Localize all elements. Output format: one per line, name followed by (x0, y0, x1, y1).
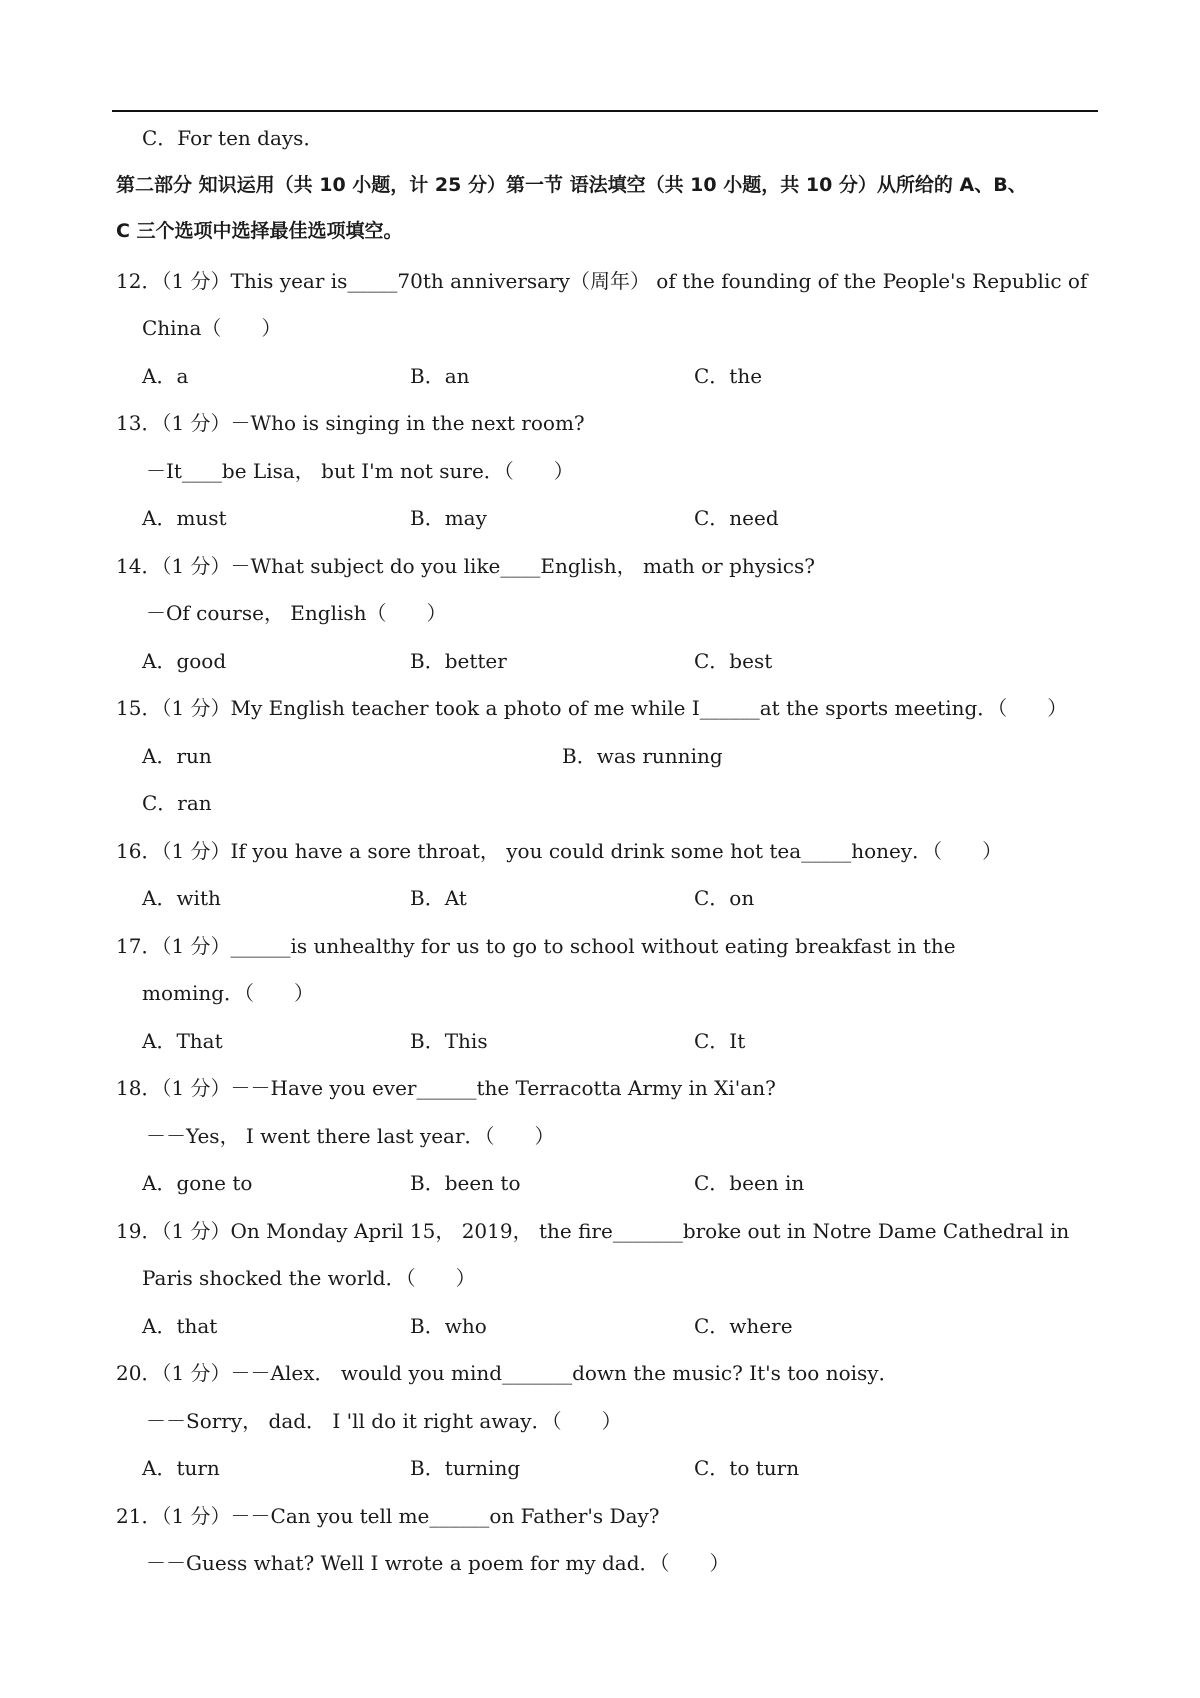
question-18-stem: 18．（1 分）－－Have you ever______the Terracotta Army in Xi'an? (116, 1076, 776, 1100)
question-12-stem: 12．（1 分）This year is_____70th anniversary（周年） of the founding of the People's Republic of (116, 269, 1088, 293)
question-12-option-b[interactable]: B．an (410, 364, 470, 388)
question-15-option-b[interactable]: B．was running (562, 744, 723, 768)
question-15-option-c[interactable]: C．ran (142, 791, 212, 815)
question-18-option-b[interactable]: B．been to (410, 1171, 521, 1195)
question-20-option-c[interactable]: C．to turn (694, 1456, 800, 1480)
question-21-stem-cont: －－Guess what? Well I wrote a poem for my dad．（ ） (146, 1551, 730, 1575)
question-13-option-b[interactable]: B．may (410, 506, 487, 530)
question-17-option-a[interactable]: A．That (142, 1029, 223, 1053)
question-14-stem: 14．（1 分）－What subject do you like____English， math or physics? (116, 554, 815, 578)
question-20-option-b[interactable]: B．turning (410, 1456, 521, 1480)
question-20-stem: 20．（1 分）－－Alex． would you mind_______down the music? It's too noisy． (116, 1361, 899, 1385)
question-12-option-a[interactable]: A．a (142, 364, 189, 388)
question-14-stem-cont: －Of course， English（ ） (146, 601, 447, 625)
section-heading-line-1: 第二部分 知识运用（共 10 小题，计 25 分）第一节 语法填空（共 10 小题，共 10 分）从所给的 A、B、 (116, 174, 1027, 196)
question-17-option-b[interactable]: B．This (410, 1029, 488, 1053)
question-18-stem-cont: －－Yes， I went there last year．（ ） (146, 1124, 555, 1148)
question-14-option-c[interactable]: C．best (694, 649, 773, 673)
question-13-stem-cont: －It____be Lisa， but I'm not sure．（ ） (146, 459, 574, 483)
question-16-option-a[interactable]: A．with (142, 886, 221, 910)
question-17-option-c[interactable]: C．It (694, 1029, 746, 1053)
question-16-option-c[interactable]: C．on (694, 886, 755, 910)
question-12-option-c[interactable]: C．the (694, 364, 763, 388)
question-15-option-a[interactable]: A．run (142, 744, 212, 768)
section-heading-line-2: C 三个选项中选择最佳选项填空。 (116, 220, 403, 242)
question-19-stem-cont: Paris shocked the world．（ ） (142, 1266, 476, 1290)
question-13-stem: 13．（1 分）－Who is singing in the next room? (116, 411, 585, 435)
previous-question-option: C．For ten days． (142, 126, 324, 150)
question-19-stem: 19．（1 分）On Monday April 15， 2019， the fire_______broke out in Notre Dame Cathedral in (116, 1219, 1070, 1243)
question-12-stem-cont: China（ ） (142, 316, 282, 340)
question-20-option-a[interactable]: A．turn (142, 1456, 220, 1480)
question-18-option-c[interactable]: C．been in (694, 1171, 805, 1195)
question-17-stem-cont: moming．（ ） (142, 981, 315, 1005)
question-14-option-a[interactable]: A．good (142, 649, 227, 673)
question-13-option-a[interactable]: A．must (142, 506, 227, 530)
question-17-stem: 17．（1 分）______is unhealthy for us to go to school without eating breakfast in the (116, 934, 956, 958)
question-13-option-c[interactable]: C．need (694, 506, 779, 530)
question-20-stem-cont: －－Sorry， dad． I 'll do it right away．（ ） (146, 1409, 622, 1433)
question-15-stem: 15．（1 分）My English teacher took a photo of me while I______at the sports meeting．（ ） (116, 696, 1068, 720)
question-18-option-a[interactable]: A．gone to (142, 1171, 253, 1195)
question-16-option-b[interactable]: B．At (410, 886, 467, 910)
question-19-option-a[interactable]: A．that (142, 1314, 218, 1338)
question-16-stem: 16．（1 分）If you have a sore throat， you could drink some hot tea_____honey．（ ） (116, 839, 1003, 863)
question-21-stem: 21．（1 分）－－Can you tell me______on Father's Day? (116, 1504, 660, 1528)
question-14-option-b[interactable]: B．better (410, 649, 507, 673)
header-rule (112, 110, 1098, 112)
question-19-option-c[interactable]: C．where (694, 1314, 793, 1338)
question-19-option-b[interactable]: B．who (410, 1314, 487, 1338)
